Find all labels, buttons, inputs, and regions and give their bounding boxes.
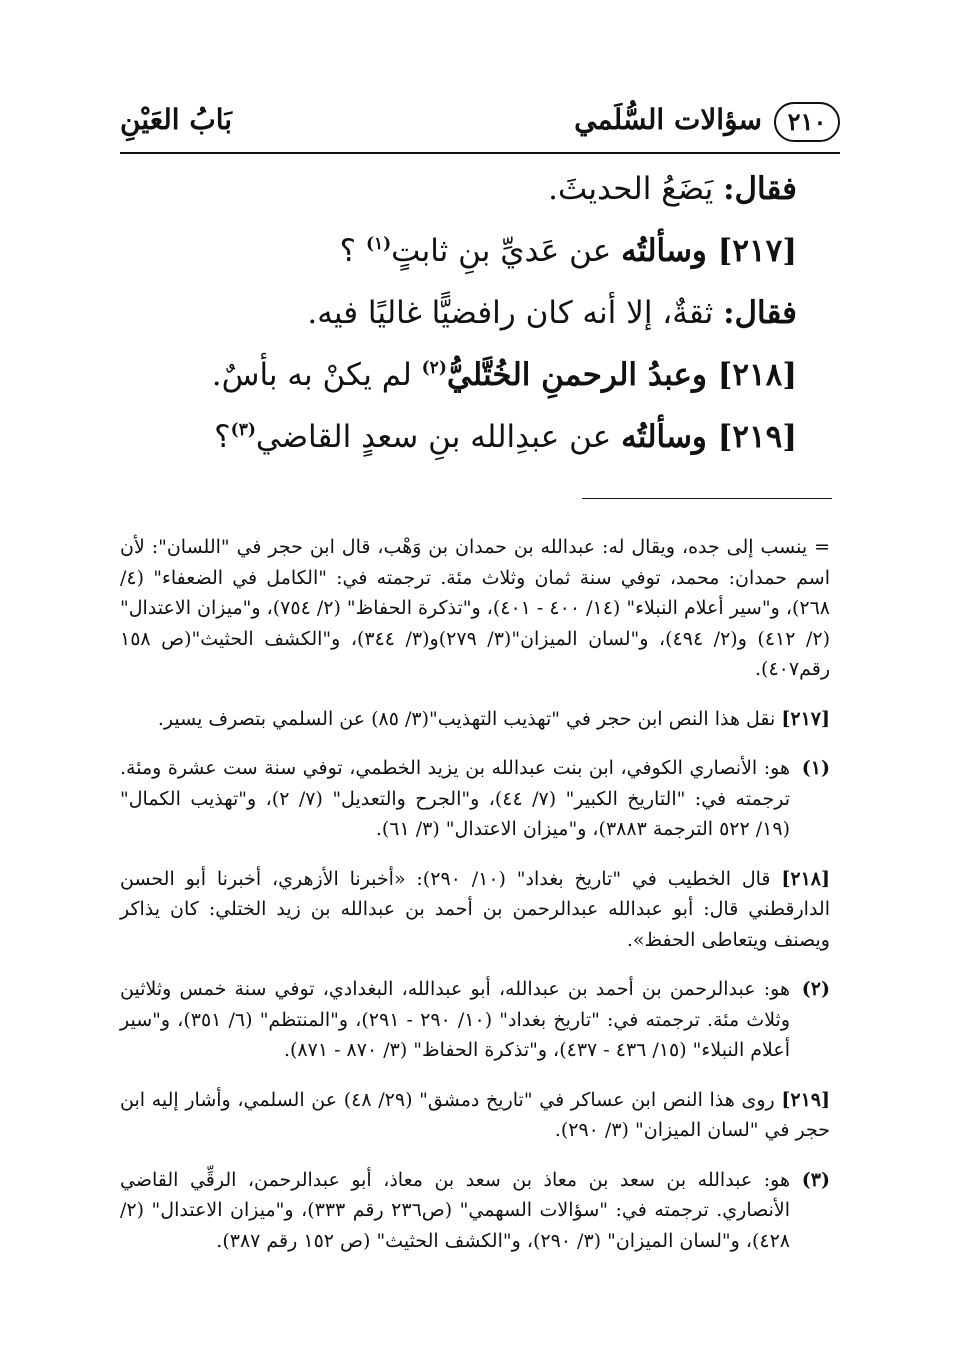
footnote-number: (٣) [801,1168,830,1191]
footnote-marker: (٣) [230,420,256,440]
entry-number: [٢١٨] وعبدُ الرحمنِ الخُتَّليُّ [446,357,797,393]
note-219 [120,1085,830,1146]
footnote-1 [120,753,830,845]
text-line [160,230,797,272]
footnote-marker: (٢) [421,358,447,378]
note-ref: [٢١٨] [781,867,830,890]
note-text: روى هذا النص ابن عساكر في "تاريخ دمشق" (٢٩/ ٤٨) عن السلمي، وأشار إليه ابن حجر في "لسان الميزان" (٣/ ٢٩٠). [120,1088,830,1141]
note-218 [120,864,830,956]
header-rule [120,152,840,154]
footnote-text: هو: عبدالله بن سعد بن معاذ بن سعد بن معاذ، أبو عبدالرحمن، الرقِّي القاضي الأنصاري. ترجمته في: "سؤالات السهمي" (ص٢٣٦ رقم ٣٣٣)، و"ميزان الاعتدال" (٢/ ٤٢٨)، و"لسان الميزان" (٣/ ٢٩٠)، و"الكشف الحثيث" (ص ١٥٢ رقم ٣٨٧). [120,1168,791,1252]
footnote-rule [582,498,832,499]
footnote-continuation: = ينسب إلى جده، ويقال له: عبدالله بن حمدان بن وَهْب، قال ابن حجر في "اللسان": لأن اسم حمدان: محمد، توفي سنة ثمان وثلاث مئة. ترجمته في: "الكامل في الضعفاء" (٤/ ٢٦٨)، و"سير أعلام النبلاء" (١٤/ ٤٠٠ - ٤٠١)، و"تذكرة الحفاظ" (٢/ ٧٥٤)، و"ميزان الاعتدال" (٢/ ٤١٢) و(٢/ ٤٩٤)، و"لسان الميزان"(٣/ ٢٧٩)و(٣/ ٣٤٤)، و"الكشف الحثيث"(ص ١٥٨ رقم٤٠٧). [120,536,830,680]
entry-number: [٢١٩] وسألتُه [621,419,797,455]
text-line [160,168,797,210]
note-ref: [٢١٩] [781,1088,830,1111]
text-line [160,416,797,458]
footnote-marker: (١) [365,234,392,254]
line-text: عن عَديِّ بنِ ثابتٍ [391,233,622,269]
text-line [160,354,797,396]
note-217 [120,704,830,735]
main-text [160,168,797,478]
line-text: يَضَعُ الحديثَ. [548,171,724,207]
footnote-text: هو: عبدالرحمن بن أحمد بن عبدالله، أبو عبدالله، البغدادي، توفي سنة خمس وثلاثين وثلاث مئة. ترجمته في: "تاريخ بغداد" (١٠/ ٢٩٠ - ٢٩١)، و"المنتظم" (٦/ ٣٥١)، و"سير أعلام النبلاء" (١٥/ ٤٣٦ - ٤٣٧)، و"تذكرة الحفاظ" (٣/ ٨٧٠ - ٨٧١). [120,978,790,1061]
footnote-number: (١) [801,757,830,779]
note-text: قال الخطيب في "تاريخ بغداد" (١٠/ ٢٩٠): «أخبرنا الأزهري، أخبرنا أبو الحسن الدارقطني قال: أبو عبدالله عبدالرحمن بن أحمد بن عبدالله بن زيد الختلي: كان يذاكر ويصنف ويتعاطى الحفظ». [120,867,830,951]
line-end: ؟ [339,233,366,269]
footnote-3 [120,1165,830,1257]
chapter-title: بَابُ العَيْنِ [120,103,233,136]
page-number: ٢١٠ [774,102,840,142]
note-ref: [٢١٧] [781,707,830,730]
footnote-number: (٢) [801,978,830,1000]
speaker-label: فقال: [723,295,797,331]
footnotes [120,513,830,1258]
text-line [160,292,797,334]
entry-number: [٢١٧] وسألتُه [621,233,797,269]
speaker-label: فقال: [723,171,797,207]
note-text: نقل هذا النص ابن حجر في "تهذيب التهذيب"(٣/ ٨٥) عن السلمي بتصرف يسير. [157,707,782,730]
footnote-2 [120,974,830,1066]
line-text: ثقةٌ، إلا أنه كان رافضيًّا غاليًا فيه. [307,295,724,331]
footnote-text: هو: الأنصاري الكوفي، ابن بنت عبدالله بن يزيد الخطمي، توفي سنة ست عشرة ومئة. ترجمته في: "التاريخ الكبير" (٧/ ٤٤)، و"الجرح والتعديل" (٧/ ٢)، و"تهذيب الكمال" (١٩/ ٥٢٢ الترجمة ٣٨٨٣)، و"ميزان الاعتدال" (٣/ ٦١). [120,757,790,840]
line-text: عن عبدِالله بنِ سعدٍ القاضي [255,419,622,455]
line-end: ؟ [214,419,231,455]
line-text: لم يكنْ به بأسٌ. [211,357,422,393]
page-header [120,98,840,148]
book-title: سؤالات السُّلَمي [574,103,762,136]
